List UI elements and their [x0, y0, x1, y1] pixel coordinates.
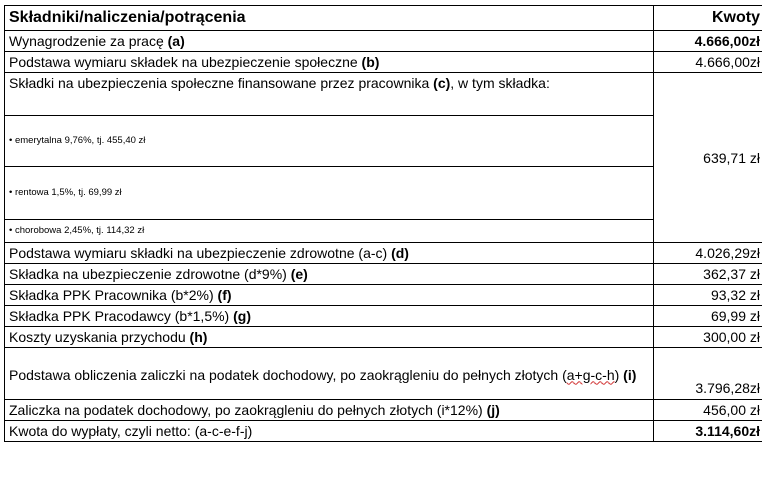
row-value: 4.026,29zł — [654, 243, 762, 264]
table-row-e — [5, 264, 762, 285]
table-row-g — [5, 306, 762, 327]
row-tag: (e) — [290, 266, 308, 282]
row-label: Składka PPK Pracownika (b*2%) — [9, 287, 214, 303]
sub-item: • emerytalna 9,76%, tj. 455,40 zł — [5, 116, 654, 167]
table-row-h — [5, 327, 762, 348]
row-value: 4.666,00zł — [654, 52, 762, 73]
header-amounts: Kwoty — [654, 6, 762, 31]
table-row-j — [5, 400, 762, 421]
row-label: Składki na ubezpieczenia społeczne finansowane przez pracownika — [9, 75, 430, 91]
row-value: 69,99 zł — [654, 306, 762, 327]
row-formula: a+g-c-h — [566, 366, 615, 383]
row-tag: (c) — [433, 75, 451, 91]
row-label: Kwota do wypłaty, czyli netto: (a-c-e-f-j) — [5, 421, 654, 442]
row-value: 362,37 zł — [654, 264, 762, 285]
row-value: 4.666,00zł — [654, 31, 762, 52]
row-value: 93,32 zł — [654, 285, 762, 306]
row-label: Wynagrodzenie za pracę — [9, 33, 164, 49]
row-tag: (b) — [361, 54, 380, 70]
table-subrow-rentowa — [5, 167, 762, 220]
row-tag: (i) — [623, 366, 637, 383]
row-tag: (f) — [217, 287, 232, 303]
header-components: Składniki/naliczenia/potrącenia — [5, 6, 654, 31]
deductions-table — [4, 5, 762, 442]
row-value: 639,71 zł — [654, 73, 762, 243]
row-label: Podstawa wymiaru składki na ubezpieczenie zdrowotne (a-c) — [9, 245, 388, 261]
table-row-i — [5, 348, 762, 400]
row-tag: (a) — [167, 33, 185, 49]
table-row-a — [5, 31, 762, 52]
row-value: 3.796,28zł — [654, 348, 762, 400]
table-row-c — [5, 73, 762, 116]
row-tag: (d) — [391, 245, 409, 261]
table-subrow-chorobowa — [5, 220, 762, 243]
row-value: 3.114,60zł — [654, 421, 762, 442]
row-tag: (h) — [189, 329, 208, 345]
row-label: Podstawa wymiaru składek na ubezpieczenie społeczne — [9, 54, 358, 70]
row-label: Zaliczka na podatek dochodowy, po zaokrągleniu do pełnych złotych (i*12%) — [9, 402, 483, 418]
row-label: Składka PPK Pracodawcy (b*1,5%) — [9, 308, 230, 324]
sub-item: • rentowa 1,5%, tj. 69,99 zł — [5, 167, 654, 220]
row-value: 456,00 zł — [654, 400, 762, 421]
row-label: Podstawa obliczenia zaliczki na podatek dochodowy, po zaokrągleniu do pełnych złotych ( — [9, 366, 567, 383]
row-label-cont: , w tym składka: — [450, 75, 550, 91]
table-header-row — [5, 6, 762, 31]
table-row-f — [5, 285, 762, 306]
table-row-b — [5, 52, 762, 73]
table-row-net — [5, 421, 762, 442]
table-subrow-emerytalna — [5, 116, 762, 167]
row-value: 300,00 zł — [654, 327, 762, 348]
row-tag: (j) — [486, 402, 500, 418]
sub-item: • chorobowa 2,45%, tj. 114,32 zł — [5, 220, 654, 243]
table-row-d — [5, 243, 762, 264]
row-tag: (g) — [233, 308, 251, 324]
deductions-table-container — [4, 5, 759, 442]
row-label: Składka na ubezpieczenie zdrowotne (d*9%) — [9, 266, 287, 282]
row-label: Koszty uzyskania przychodu — [9, 329, 186, 345]
row-label-cont: ) — [614, 366, 620, 383]
